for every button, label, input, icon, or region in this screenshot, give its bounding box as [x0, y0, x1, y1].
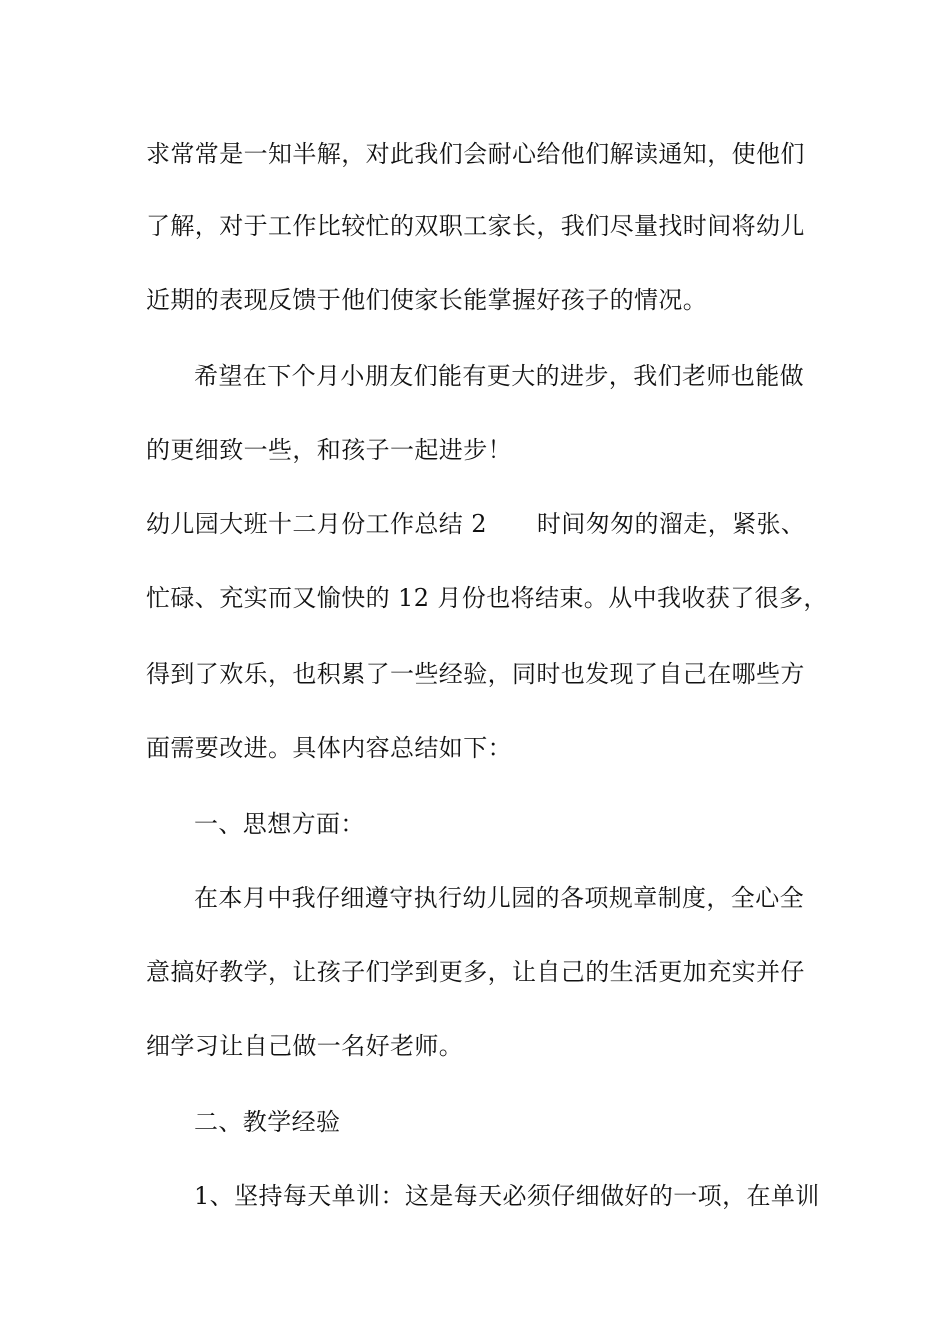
- paragraph-start: 时间匆匆的溜走，紧张、: [536, 510, 806, 538]
- subheading: 二、教学经验: [194, 1108, 341, 1136]
- text-line: 忙碌、充实而又愉快的 12 月份也将结束。从中我收获了很多，: [146, 584, 828, 612]
- section-title-line: [146, 508, 811, 540]
- paragraph-start: 1、坚持每天单训：这是每天必须仔细做好的一项，在单训: [194, 1182, 820, 1210]
- text-line: 面需要改进。具体内容总结如下：: [146, 734, 512, 762]
- text-line: 得到了欢乐，也积累了一些经验，同时也发现了自己在哪些方: [146, 660, 805, 688]
- text-line: 的更细致一些，和孩子一起进步！: [146, 436, 512, 464]
- section-title: 幼儿园大班十二月份工作总结 2: [146, 510, 487, 538]
- text-line: 了解，对于工作比较忙的双职工家长，我们尽量找时间将幼儿: [146, 212, 805, 240]
- text-line: 细学习让自己做一名好老师。: [146, 1032, 464, 1060]
- text-line: 近期的表现反馈于他们使家长能掌握好孩子的情况。: [146, 286, 708, 314]
- paragraph-start: 希望在下个月小朋友们能有更大的进步，我们老师也能做: [194, 362, 804, 390]
- text-line: 求常常是一知半解，对此我们会耐心给他们解读通知，使他们: [146, 140, 805, 168]
- subheading: 一、思想方面：: [194, 810, 365, 838]
- paragraph-start: 在本月中我仔细遵守执行幼儿园的各项规章制度，全心全: [194, 884, 804, 912]
- text-line: 意搞好教学，让孩子们学到更多，让自己的生活更加充实并仔: [146, 958, 805, 986]
